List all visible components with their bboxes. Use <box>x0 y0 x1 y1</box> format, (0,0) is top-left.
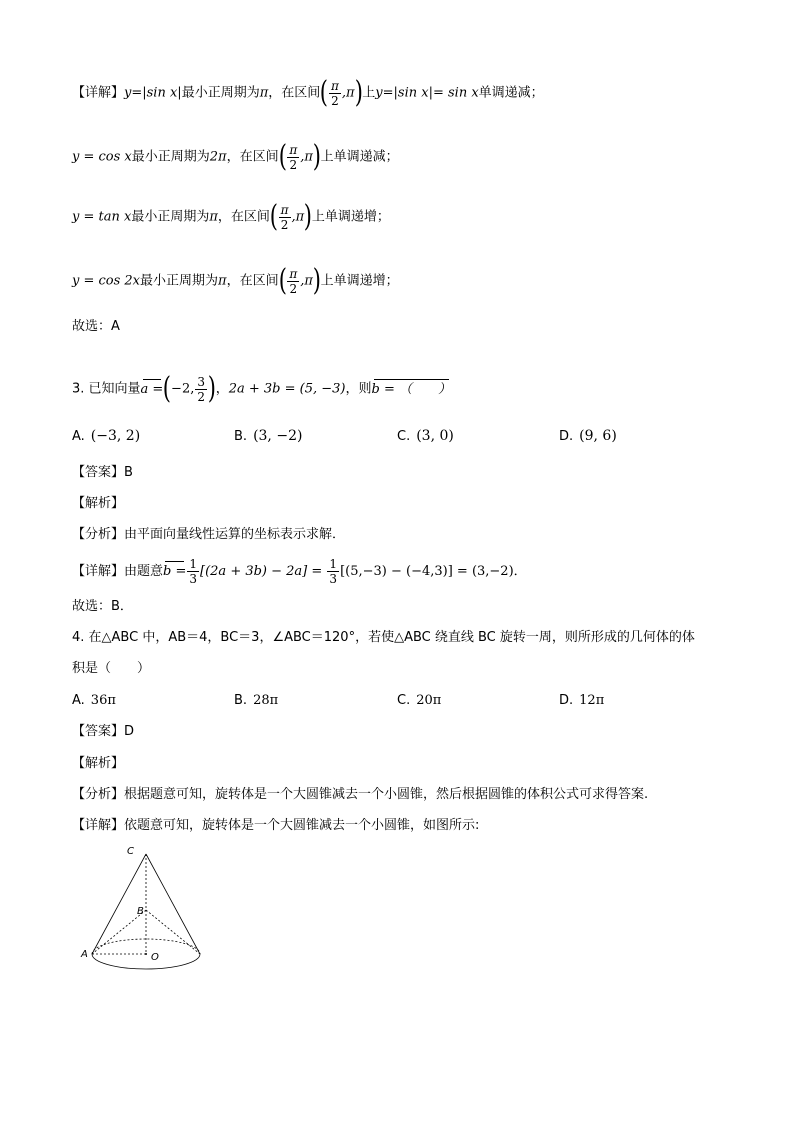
formula-y-cos2x: y = cos 2x <box>72 273 141 289</box>
text-period: 最小正周期为 <box>140 273 219 289</box>
formula-y-tan: y = tan x <box>72 209 132 225</box>
text-interval: ，在区间 <box>217 209 270 225</box>
q3-text: 3. 已知向量 <box>72 381 141 397</box>
q3-detail <box>72 557 527 586</box>
text-interval: ，在区间 <box>226 273 279 289</box>
right-paren: ) <box>312 263 321 298</box>
q3-select: 故选：B． <box>72 599 133 614</box>
period-value: 2π <box>209 149 227 165</box>
q3-fenxi: 【分析】由平面向量线性运算的坐标表示求解． <box>72 527 346 542</box>
text-on: 上 <box>362 85 376 101</box>
interval-end: ,π <box>291 209 305 225</box>
detail-line-3 <box>72 199 390 234</box>
formula-abs-sin-eq: y=|sin x|= sin x <box>375 85 479 101</box>
q4-option-c[interactable]: C. 20π <box>397 693 442 708</box>
label-a: A <box>81 949 88 960</box>
q4-stem-line-1: 4. 在△ABC 中，AB＝4，BC＝3，∠ABC＝120°，若使△ABC 绕直线 BC 旋转一周，则所形成的几何体的体 <box>72 630 695 645</box>
text-increasing: 上单调递增； <box>320 273 399 289</box>
text-interval: ，在区间 <box>268 85 321 101</box>
interval-end: ,π <box>300 273 313 289</box>
vector-b: b = <box>163 564 187 579</box>
fraction-1-over-3: $\frac{1}{3}$ <box>329 557 338 586</box>
detail-line-2 <box>72 139 399 174</box>
cone-left-edge <box>92 854 146 954</box>
text-decreasing: 上单调递减； <box>320 149 399 165</box>
fraction-3-over-2: $\frac{3}{2}$ <box>197 374 205 404</box>
left-paren: ( <box>163 371 172 406</box>
text-increasing: 上单调递增； <box>311 209 390 225</box>
left-paren: ( <box>269 199 278 234</box>
q4-answer: 【答案】D <box>72 724 135 739</box>
right-paren: ) <box>207 371 216 406</box>
interval-end: ,π <box>341 85 355 101</box>
formula-y-cos: y = cos x <box>72 149 132 165</box>
text-decreasing: 单调递减； <box>478 85 544 101</box>
q4-stem-line-2: 积是（ ） <box>72 661 151 676</box>
q3-analysis: 【解析】 <box>72 496 125 511</box>
q3-option-d[interactable]: D. (9, 6) <box>559 428 617 444</box>
right-paren: ) <box>354 75 363 110</box>
q3-text-then: ，则 <box>345 381 372 397</box>
comma: ， <box>215 381 229 397</box>
q3-detail-mid: [(2a + 3b) − 2a] = <box>200 564 327 579</box>
label-c: C <box>127 846 134 857</box>
q3-answer: 【答案】B <box>72 465 133 480</box>
text-period: 最小正周期为 <box>131 209 210 225</box>
q3-option-b[interactable]: B. (3, −2) <box>234 428 303 444</box>
detail-line-4 <box>72 263 399 298</box>
point-o <box>145 953 147 955</box>
q3-detail-end: [(5,−3) − (−4,3)] = (3,−2)． <box>340 564 527 579</box>
text-interval: ，在区间 <box>226 149 279 165</box>
vector-b-query: b = （ ） <box>371 381 451 397</box>
right-paren: ) <box>303 199 313 234</box>
q4-option-d[interactable]: D. 12π <box>559 693 605 708</box>
label-b: B <box>137 906 144 917</box>
cone-figure <box>76 838 216 978</box>
right-paren: ) <box>312 139 321 174</box>
period-value: π <box>209 209 218 225</box>
base-ellipse-front <box>92 954 200 969</box>
q3-detail-tag: 【详解】由题意 <box>72 564 164 579</box>
fraction-pi-over-2: $\frac{\pi}{2}$ <box>289 142 298 172</box>
vector-a: a = <box>140 381 164 397</box>
detail-line-1 <box>72 75 544 110</box>
formula-y-abs-sin: y=|sin x| <box>124 85 182 101</box>
label-o: O <box>151 952 159 963</box>
q3-options <box>72 428 722 448</box>
q4-analysis: 【解析】 <box>72 756 125 771</box>
q4-option-a[interactable]: A. 36π <box>72 693 116 708</box>
left-paren: ( <box>278 139 287 174</box>
a-first-coord: −2, <box>171 381 195 397</box>
text-period: 最小正周期为 <box>131 149 210 165</box>
fraction-pi-over-2: $\frac{\pi}{2}$ <box>289 266 298 296</box>
pi-symbol: π <box>259 85 269 101</box>
text-period: 最小正周期为 <box>181 85 260 101</box>
q4-fenxi: 【分析】根据题意可知，旋转体是一个大圆锥减去一个小圆锥，然后根据圆锥的体积公式可求得答案. <box>72 787 649 802</box>
q4-options <box>72 693 722 713</box>
vector-equation: 2a + 3b = (5, −3) <box>228 381 346 397</box>
period-value: π <box>218 273 227 289</box>
q3-option-c[interactable]: C. (3, 0) <box>397 428 454 444</box>
interval-end: ,π <box>300 149 313 165</box>
fraction-1-over-3: $\frac{1}{3}$ <box>189 557 198 586</box>
cone-right-edge <box>146 854 200 954</box>
fraction-pi-over-2: $\frac{\pi}{2}$ <box>280 202 289 232</box>
detail-tag: 【详解】 <box>72 85 125 101</box>
select-answer-a: 故选：A <box>72 319 120 334</box>
left-paren: ( <box>320 75 329 110</box>
q3-option-a[interactable]: A. (−3, 2) <box>72 428 141 444</box>
q4-detail: 【详解】依题意可知，旋转体是一个大圆锥减去一个小圆锥，如图所示: <box>72 818 480 833</box>
fraction-pi-over-2: $\frac{\pi}{2}$ <box>330 78 339 108</box>
left-paren: ( <box>278 263 287 298</box>
question-3-stem <box>72 371 451 406</box>
q4-option-b[interactable]: B. 28π <box>234 693 279 708</box>
inner-cone-edge-right <box>146 910 200 954</box>
